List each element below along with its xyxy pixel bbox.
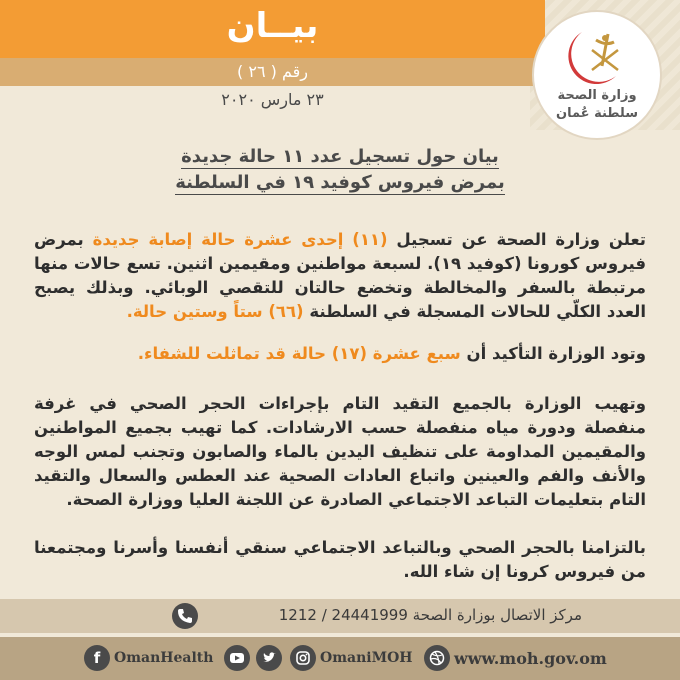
website-link[interactable] — [424, 645, 607, 671]
subject-line-2: بمرض فيروس كوفيد ١٩ في السلطنة — [175, 172, 505, 193]
footer-bar — [0, 637, 680, 680]
youtube-link[interactable] — [224, 645, 254, 671]
dribbble-globe-icon — [424, 645, 450, 671]
contact-center-text: مركز الاتصال بوزارة الصحة 24441999 / 1212 — [278, 606, 582, 624]
phone-icon[interactable] — [172, 603, 198, 629]
twitter-link[interactable] — [256, 645, 286, 671]
new-cases-highlight: (١١) إحدى عشرة حالة إصابة جديدة — [92, 230, 388, 249]
social-handle: OmaniMOH — [320, 650, 413, 666]
ministry-logo — [532, 10, 662, 140]
paragraph-closing: بالتزامنا بالحجر الصحي وبالتباعد الاجتماعي سنقي أنفسنا وأسرنا ومجتمعنا من فيروس كرونا إن شاء الله. — [34, 538, 646, 581]
paragraph-recoveries: وتود الوزارة التأكيد أن سبع عشرة (١٧) حالة قد تماثلت للشفاء. — [137, 344, 646, 363]
logo-sultanate-name: سلطنة عُمان — [555, 106, 639, 121]
total-cases-highlight: (٦٦) ستاً وستين حالة. — [126, 302, 304, 321]
logo-ministry-name: وزارة الصحة — [557, 88, 637, 103]
facebook-link[interactable] — [84, 645, 213, 671]
statement-number: رقم ( ٢٦ ) — [237, 62, 308, 81]
youtube-icon — [224, 645, 250, 671]
facebook-handle: OmanHealth — [114, 650, 214, 666]
paragraph-new-cases: تعلن وزارة الصحة عن تسجيل (١١) إحدى عشرة حالة إصابة جديدة بمرض فيروس كورونا (كوفيد ١٩). لسبعة مواطنين ومقيمين اثنين. تسع حالات منها مرتبطة بالسفر والمخالطة وتخضع حالتان للتقصي الوبائي. وبذلك يصبح العدد الكلّي للحالات المسجلة في السلطنة (٦٦) ستاً وستين حالة. — [34, 230, 646, 321]
twitter-icon — [256, 645, 282, 671]
website-url: www.moh.gov.om — [454, 648, 607, 668]
subject-line-1: بيان حول تسجيل عدد ١١ حالة جديدة — [181, 146, 499, 167]
paragraph-guidance: وتهيب الوزارة بالجميع التقيد التام بإجراءات الحجر الصحي في غرفة منفصلة ودورة مياه منفصلة حسب الارشادات. كما تهيب بجميع المواطنين والمقيمين المداومة على تنظيف اليدين بالماء والصابون وتجنب لمس الوجه والأنف والفم والعينين واتباع العادات الصحية عند العطس والسعال والتقيد التام بتعليمات التباعد الاجتماعي الصادرة عن اللجنة العليا ووزارة الصحة. — [34, 394, 646, 509]
facebook-icon: f — [84, 645, 110, 671]
page-title: بيــان — [226, 6, 319, 46]
statement-date: ٢٣ مارس ٢٠٢٠ — [221, 90, 324, 109]
recoveries-highlight: سبع عشرة (١٧) حالة قد تماثلت للشفاء. — [137, 344, 461, 363]
instagram-icon — [290, 645, 316, 671]
contact-bar — [0, 599, 680, 633]
instagram-link[interactable] — [290, 645, 413, 671]
khanjar-crescent-icon — [562, 26, 632, 88]
